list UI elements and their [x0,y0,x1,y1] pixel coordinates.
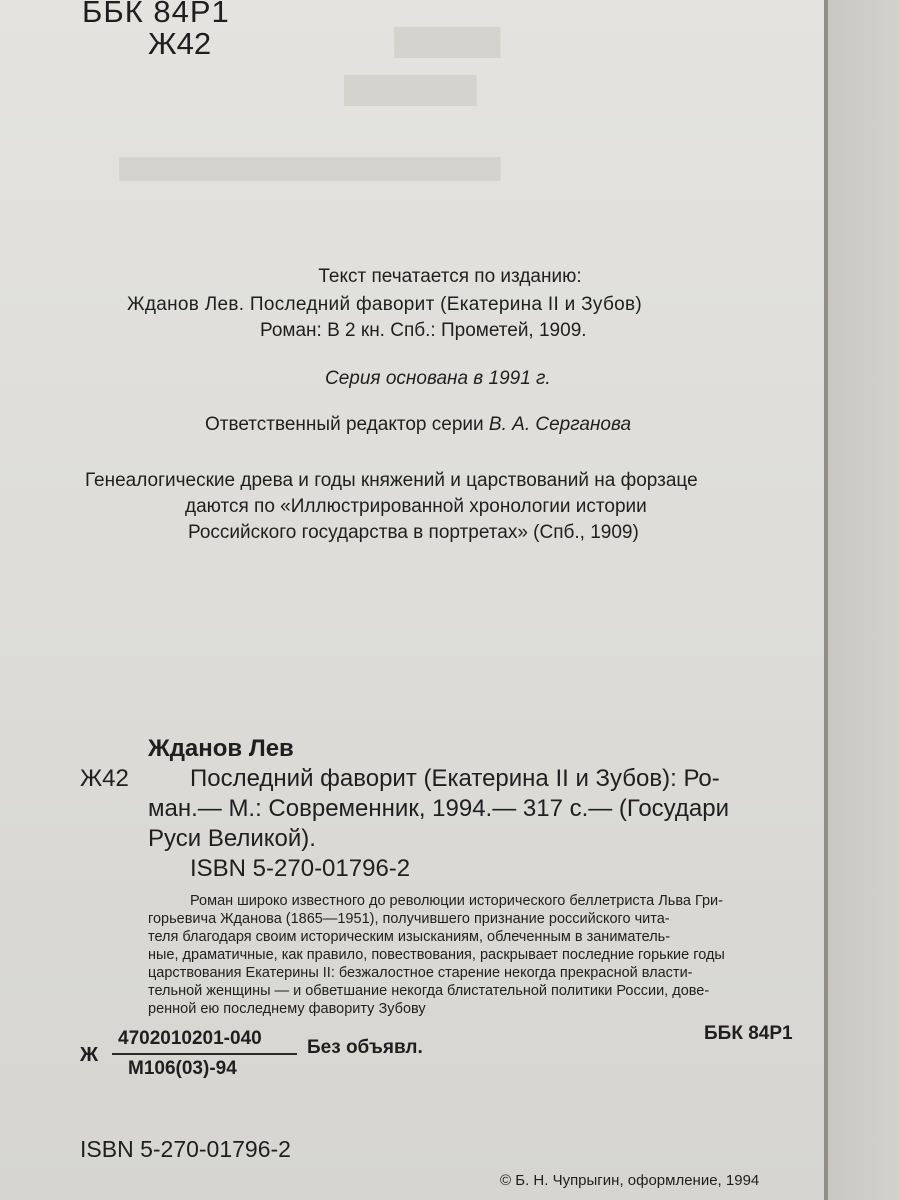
series-editor-label: Ответственный редактор серии [205,414,484,435]
annotation-line: горьевича Жданова (1865—1951), получившего признание российского чита- [148,911,670,927]
imprint-letter: Ж [80,1044,99,1066]
series-editor [205,414,631,436]
catalog-line-3: Руси Великой). [148,825,316,852]
next-page-edge [828,0,900,1200]
bleed-through-mark: ▆▆▆▆▆ [345,67,476,105]
fraction-rule [112,1053,297,1055]
annotation-line: царствования Екатерины II: безжалостное старение некогда прекрасной власти- [148,965,693,981]
annotation-line: теля благодаря своим историческим изысканиям, облеченным в заниматель- [148,929,671,945]
source-title: Жданов Лев. Последний фаворит (Екатерина II и Зубов) [127,294,643,315]
annotation-line: ренной ею последнему фавориту Зубову [148,1001,426,1017]
catalog-line-1: Последний фаворит (Екатерина II и Зубов): Ро- [190,765,720,792]
footer-bbk: ББК 84Р1 [704,1023,793,1044]
author-sign: Ж42 [148,26,212,61]
genealogy-line-3: Российского государства в портретах» (Спб., 1909) [188,522,639,543]
no-advertisement: Без объявл. [307,1037,423,1058]
imprint-numerator: 4702010201-040 [118,1028,262,1049]
source-heading: Текст печатается по изданию: [318,266,582,287]
genealogy-line-2: даются по «Иллюстрированной хронологии истории [185,496,647,517]
bleed-through-mark: ▆▆▆▆ [395,19,500,57]
catalog-isbn: ISBN 5-270-01796-2 [190,855,411,882]
bbk-code: ББК 84Р1 [82,0,230,29]
annotation-line: тельной женщины — и обветшание некогда блистательной политики России, дове- [148,983,710,999]
genealogy-line-1: Генеалогические древа и годы княжений и царствований на форзаце [85,470,698,491]
catalog-author: Жданов Лев [148,735,294,762]
series-editor-name: В. А. Серганова [488,414,632,435]
bleed-through-mark: ▆▆▆▆▆▆▆▆▆▆▆▆▆▆▆▆▆▆▆ [120,150,500,180]
source-publisher: Роман: В 2 кн. Спб.: Прометей, 1909. [260,320,587,341]
copyright: © Б. Н. Чупрыгин, оформление, 1994 [500,1172,760,1189]
series-founded: Серия основана в 1991 г. [325,368,551,389]
annotation-line: Роман широко известного до революции исторического беллетриста Льва Гри- [190,893,723,909]
catalog-code: Ж42 [80,765,129,792]
footer-isbn: ISBN 5-270-01796-2 [80,1136,291,1162]
imprint-denominator: М106(03)-94 [128,1058,237,1079]
catalog-line-2: ман.— М.: Современник, 1994.— 317 с.— (Государи [148,795,729,822]
annotation-line: ные, драматичные, как правило, повествования, раскрывает последние горькие годы [148,947,725,963]
